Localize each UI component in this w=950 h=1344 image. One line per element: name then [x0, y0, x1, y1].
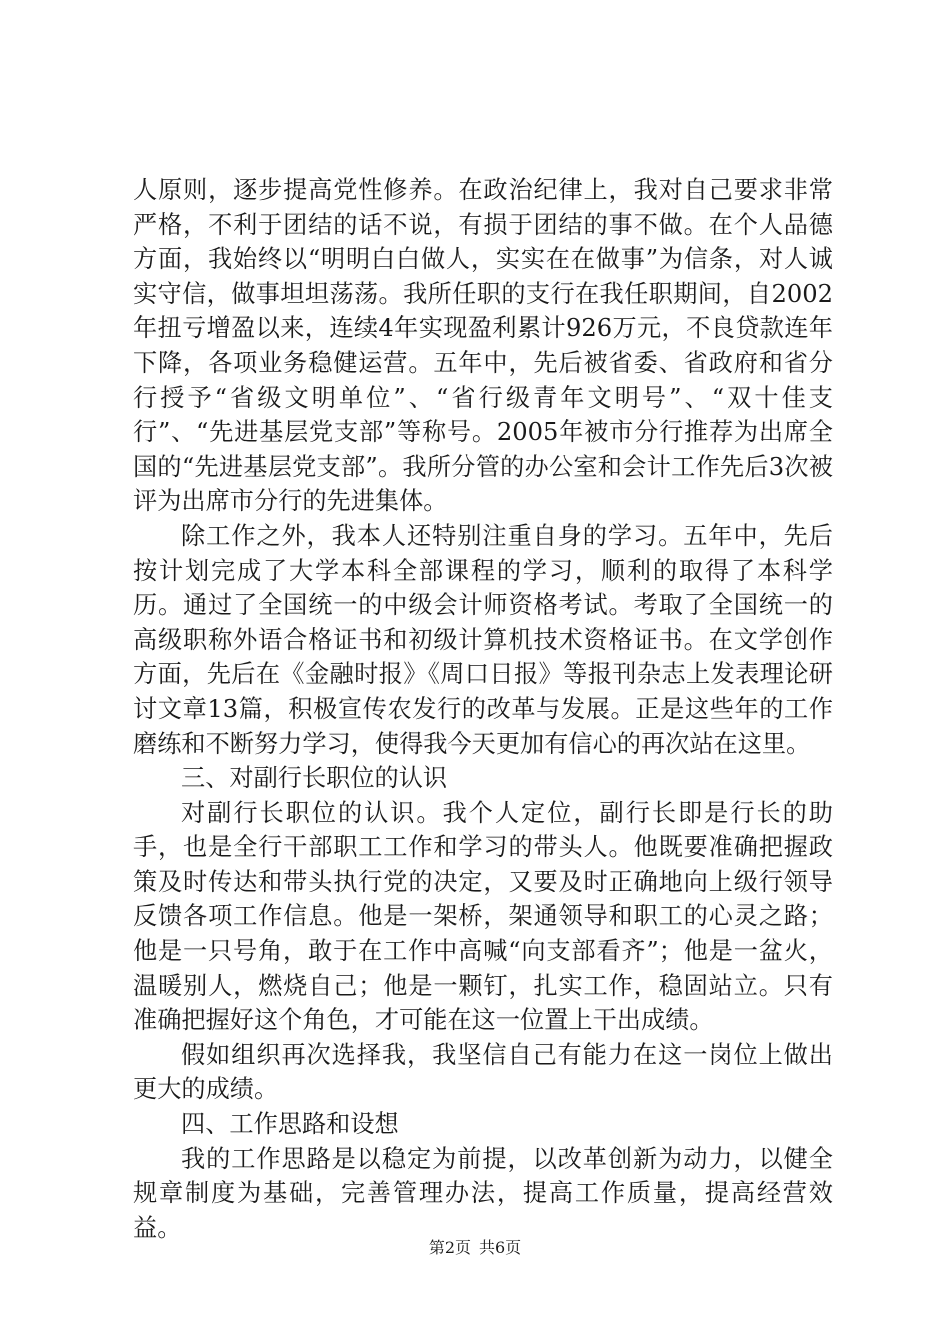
paragraph: 对副行长职位的认识。我个人定位，副行长即是行长的助手，也是全行干部职工工作和学习的带头人。他既要准确把握政策及时传达和带头执行党的决定，又要及时正确地向上级行领导反馈各项工作信息。他是一架桥，架通领导和职工的心灵之路；他是一只号角，敢于在工作中高喊“向支部看齐”；他是一盆火，温暖别人，燃烧自己；他是一颗钉，扎实工作，稳固站立。只有准确把握好这个角色，才可能在这一位置上干出成绩。: [133, 798, 833, 1035]
section-heading: 三、对副行长职位的认识: [181, 764, 448, 793]
paragraph: 除工作之外，我本人还特别注重自身的学习。五年中，先后按计划完成了大学本科全部课程的学习，顺利的取得了本科学历。通过了全国统一的中级会计师资格考试。考取了全国统一的高级职称外语合格证书和初级计算机技术资格证书。在文学创作方面，先后在《金融时报》《周口日报》等报刊杂志上发表理论研讨文章13篇，积极宣传农发行的改革与发展。正是这些年的工作磨练和不断努力学习，使得我今天更加有信心的再次站在这里。: [133, 521, 833, 758]
page-footer: [0, 1238, 950, 1258]
paragraph: 我的工作思路是以稳定为前提，以改革创新为动力，以健全规章制度为基础，完善管理办法，提高工作质量，提高经营效益。: [133, 1144, 833, 1242]
paragraph: 人原则，逐步提高党性修养。在政治纪律上，我对自己要求非常严格，不利于团结的话不说，有损于团结的事不做。在个人品德方面，我始终以“明明白白做人，实实在在做事”为信条，对人诚实守信，做事坦坦荡荡。我所任职的支行在我任职期间，自2002年扭亏增盈以来，连续4年实现盈利累计926万元，不良贷款连年下降，各项业务稳健运营。五年中，先后被省委、省政府和省分行授予“省级文明单位”、“省行级青年文明号”、“双十佳支行”、“先进基层党支部”等称号。2005年被市分行推荐为出席全国的“先进基层党支部”。我所分管的办公室和会计工作先后3次被评为出席市分行的先进集体。: [133, 176, 833, 516]
document-body: [133, 173, 833, 1245]
paragraph: 假如组织再次选择我，我坚信自己有能力在这一岗位上做出更大的成绩。: [133, 1040, 833, 1104]
section-heading: 四、工作思路和设想: [181, 1110, 399, 1139]
page-number: 第2页: [428, 1238, 471, 1257]
page-total: 共6页: [479, 1238, 522, 1257]
